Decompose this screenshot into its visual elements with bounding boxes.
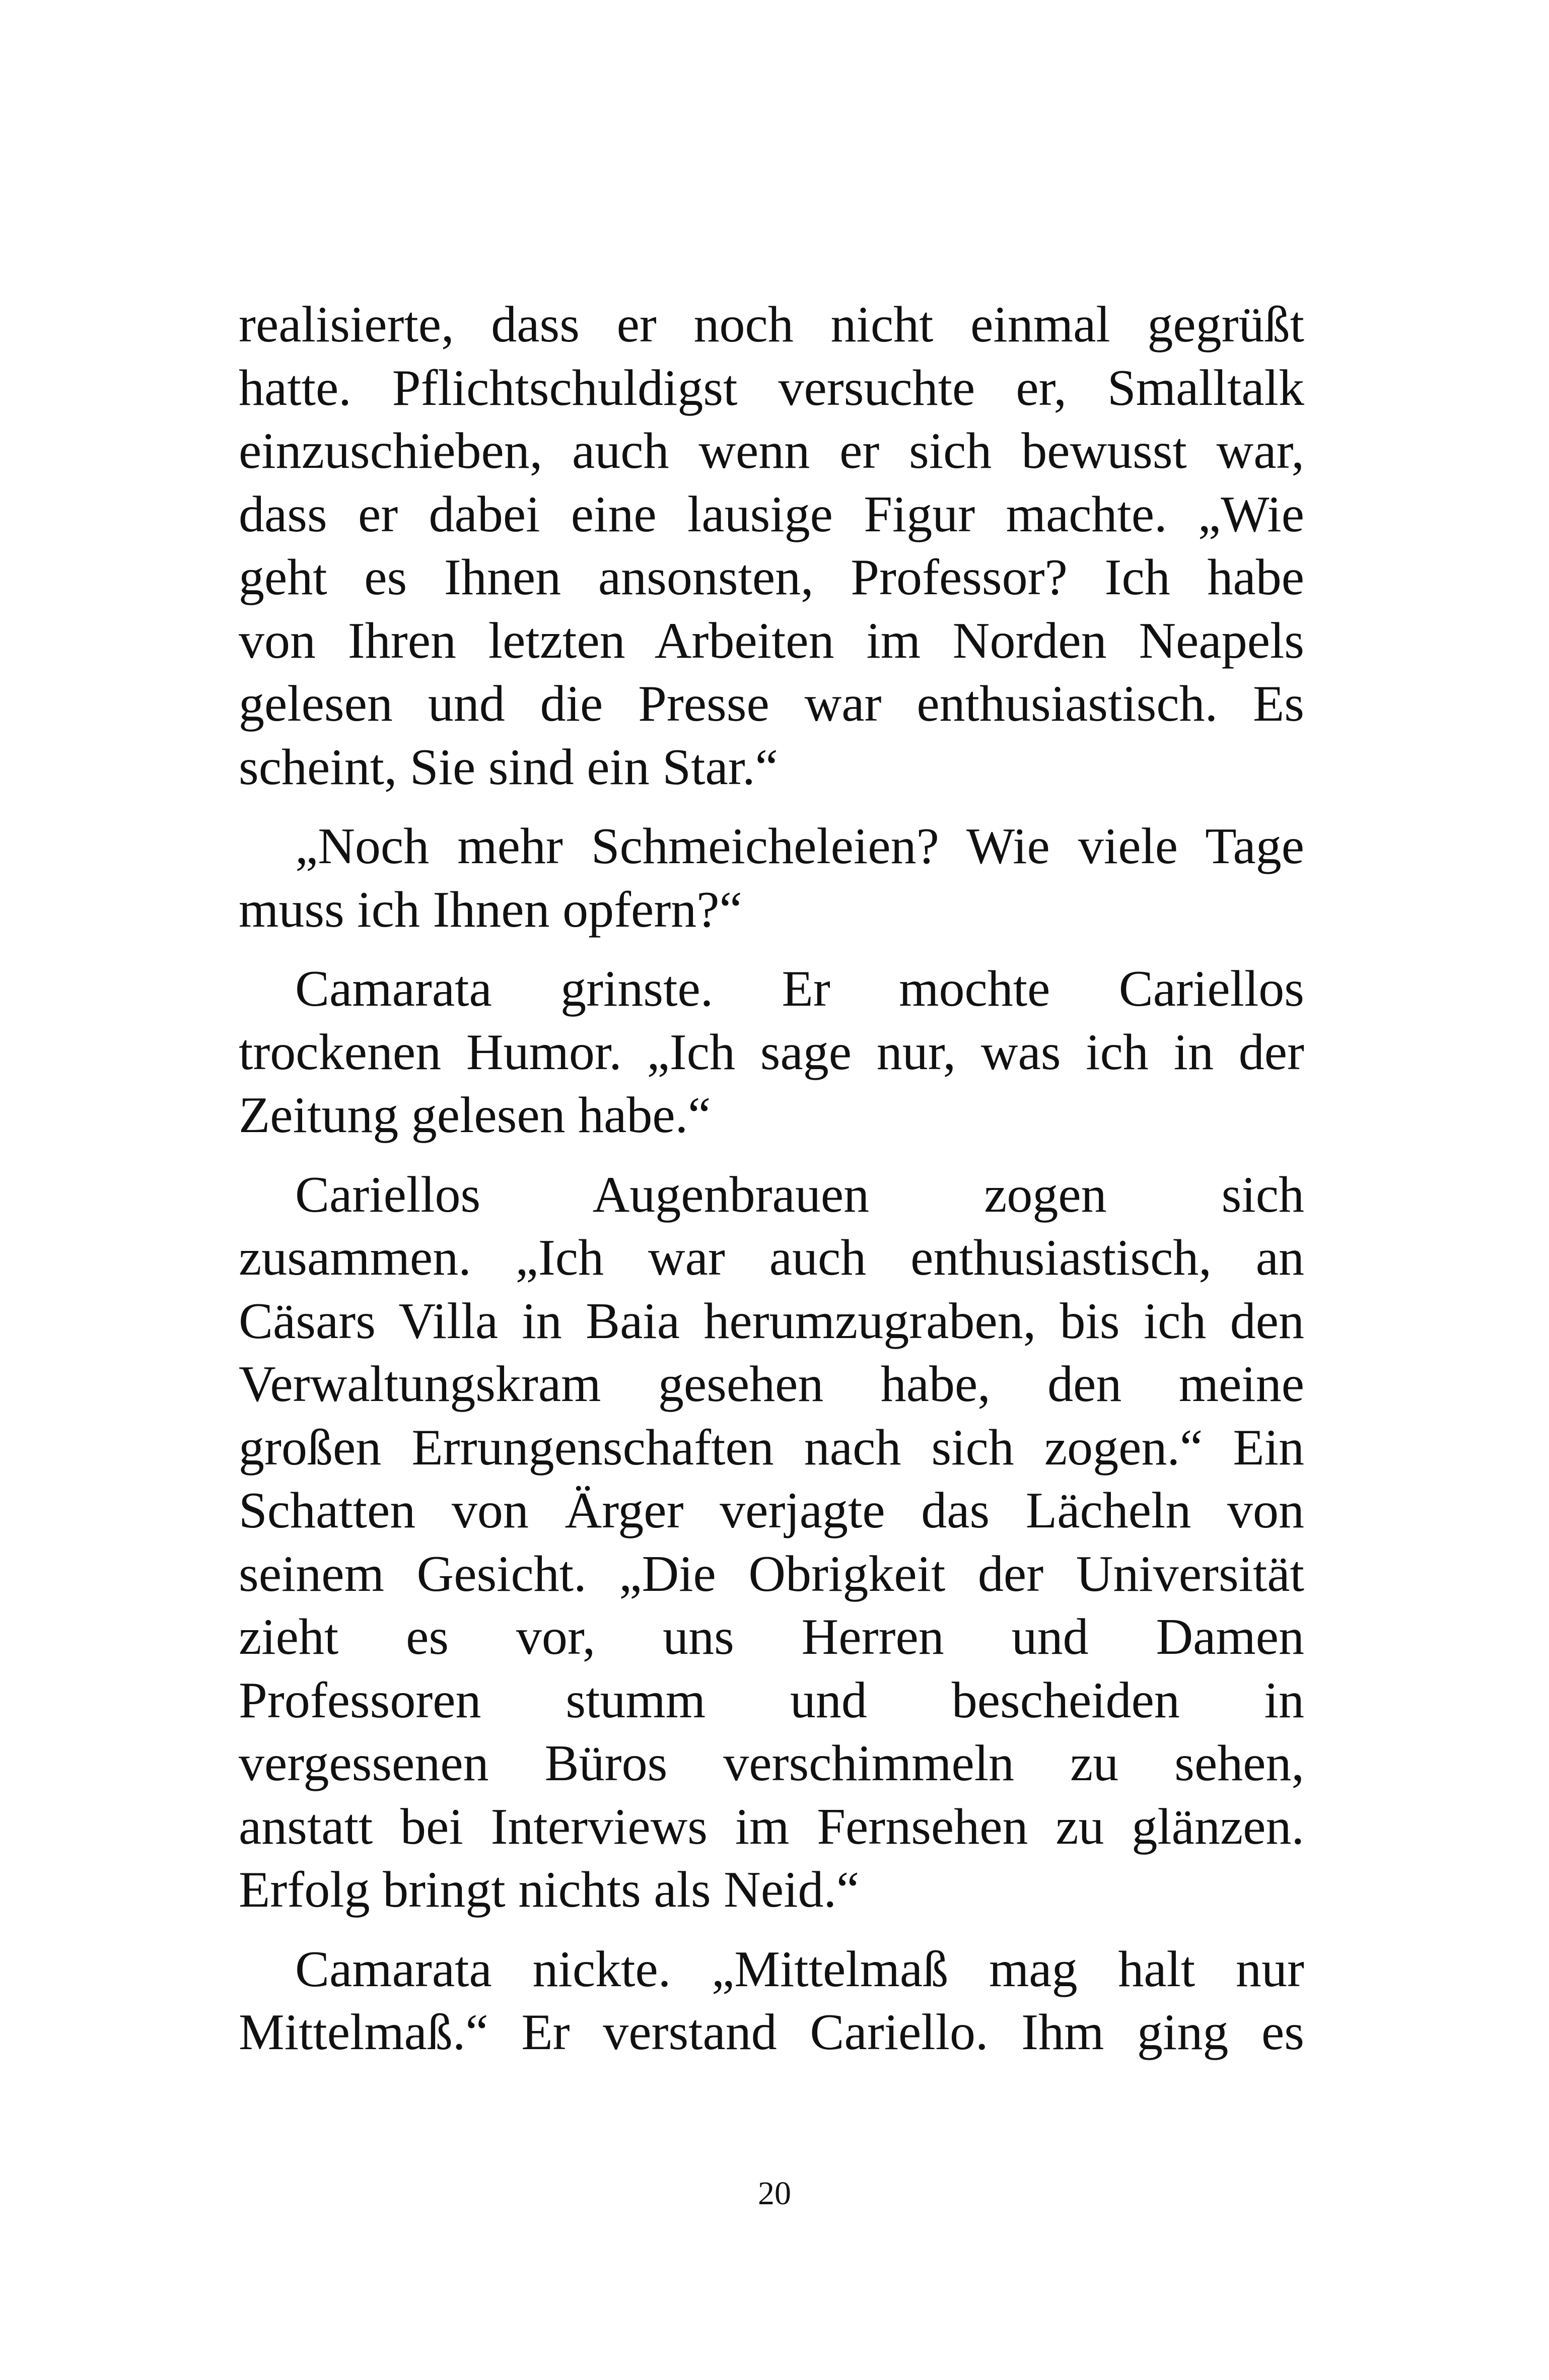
text-line: zieht es vor, uns Herren und Damen <box>239 1608 1304 1665</box>
text-line: realisierte, dass er noch nicht einmal gegrüßt <box>239 296 1304 353</box>
text-line: einzuschieben, auch wenn er sich bewusst war, <box>239 423 1304 479</box>
text-line: zusammen. „Ich war auch enthusiastisch, an <box>239 1229 1304 1286</box>
paragraph-3 <box>239 957 1304 1147</box>
text-line: Zeitung gelesen habe.“ <box>239 1087 711 1144</box>
text-line: Verwaltungskram gesehen habe, den meine <box>239 1356 1304 1413</box>
text-line: anstatt bei Interviews im Fernsehen zu glänzen. <box>239 1798 1304 1855</box>
text-line: von Ihren letzten Arbeiten im Norden Neapels <box>239 612 1304 669</box>
text-line: Cäsars Villa in Baia herumzugraben, bis ich den <box>239 1292 1304 1350</box>
text-line: großen Errungenschaften nach sich zogen.“ Ein <box>239 1419 1304 1476</box>
body-text <box>239 293 1304 2080</box>
text-line: scheint, Sie sind ein Star.“ <box>239 738 778 796</box>
text-line: geht es Ihnen ansonsten, Professor? Ich habe <box>239 549 1304 606</box>
text-line: seinem Gesicht. „Die Obrigkeit der Universität <box>239 1545 1304 1602</box>
text-line: Camarata grinste. Er mochte Cariellos <box>295 960 1304 1017</box>
paragraph-5 <box>239 1938 1304 2064</box>
text-line: muss ich Ihnen opfern?“ <box>239 881 742 938</box>
text-line: Mittelmaß.“ Er verstand Cariello. Ihm ging es <box>239 2004 1304 2061</box>
text-line: hatte. Pflichtschuldigst versuchte er, Smalltalk <box>239 359 1304 416</box>
text-line: trockenen Humor. „Ich sage nur, was ich in der <box>239 1023 1304 1081</box>
text-line: Professoren stumm und bescheiden in <box>239 1671 1304 1729</box>
text-line: Camarata nickte. „Mittelmaß mag halt nur <box>295 1940 1304 1998</box>
paragraph-1 <box>239 293 1304 799</box>
text-line: gelesen und die Presse war enthusiastisch. Es <box>239 675 1304 732</box>
paragraph-2 <box>239 815 1304 941</box>
text-line: „Noch mehr Schmeicheleien? Wie viele Tage <box>295 818 1304 875</box>
text-line: Erfolg bringt nichts als Neid.“ <box>239 1861 860 1918</box>
text-line: dass er dabei eine lausige Figur machte. „Wie <box>239 485 1304 543</box>
text-line: vergessenen Büros verschimmeln zu sehen, <box>239 1735 1304 1792</box>
paragraph-4 <box>239 1163 1304 1922</box>
page-number: 20 <box>758 2175 791 2212</box>
text-line: Schatten von Ärger verjagte das Lächeln von <box>239 1482 1304 1539</box>
text-line: Cariellos Augenbrauen zogen sich <box>295 1166 1304 1223</box>
